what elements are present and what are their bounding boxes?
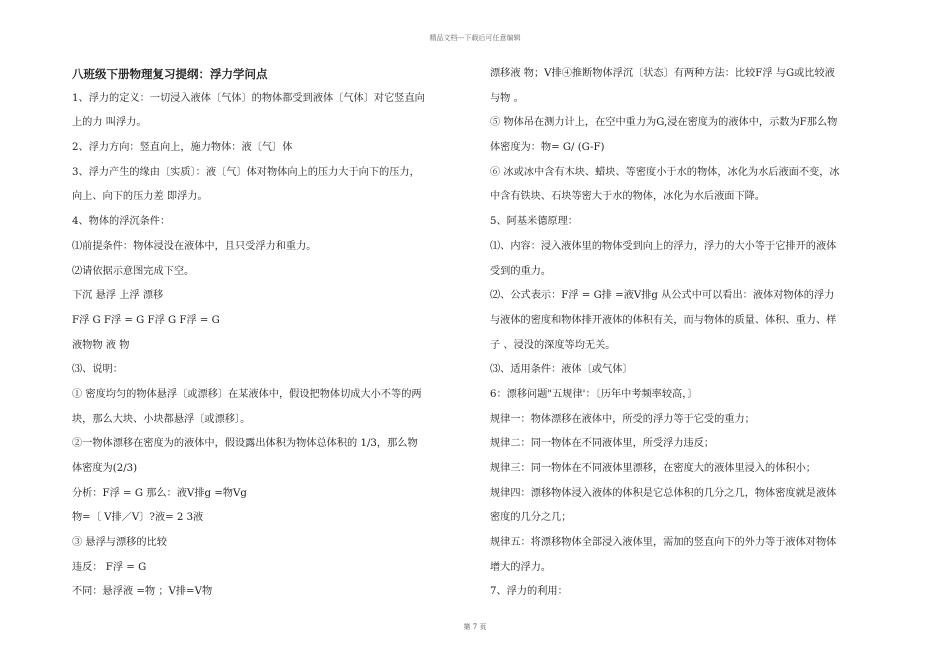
text-line: 规律四：漂移物体浸入液体的体积是它总体积的几分之几，物体密度就是液体 [490,487,837,499]
text-line: 违反： F浮 = G [72,561,147,573]
text-line: ⑵请依据示意图完成下空。 [72,265,195,277]
text-line: ① 密度均匀的物体悬浮〔或漂移〕在某液体中，假设把物体切成大小不等的两 [72,388,422,400]
right-column [490,62,882,605]
text-line: 下沉 悬浮 上浮 漂移 [72,290,164,302]
text-line: ⑴、内容：浸入液体里的物体受到向上的浮力，浮力的大小等于它排开的液体 [490,240,837,252]
text-line: 体密度为(2/3) [72,463,138,474]
text-line: 体密度为：物= G/ (G-F) [490,142,605,154]
text-line: 与液体的密度和物体排开液体的体积有关，而与物体的质量、体积、重力、样 [490,314,837,326]
text-line: 受到的重力。 [490,265,552,277]
text-line: ⑶、适用条件：液体〔或气体〕 [490,364,633,376]
text-line: 1、浮力的定义：一切浸入液体〔气体〕的物体都受到液体〔气体〕对它竖直向 [72,92,425,104]
text-line: 4、物体的浮沉条件： [72,216,171,228]
text-line: 漂移液 物；V排④推断物体浮沉〔状态〕有两种方法：比较F浮 与G或比较液 [490,68,835,79]
text-line: 向上、向下的压力差 即浮力。 [72,191,208,203]
text-line: 增大的浮力。 [490,561,552,573]
left-column [72,62,464,605]
text-line: 5、阿基米德原理： [490,216,578,228]
text-line: ②一物体漂移在密度为的液体中，假设露出体积为物体总体积的 1/3，那么物 [72,438,418,450]
text-line: 中含有铁块、石块等密大于水的物体，冰化为水后液面下降。 [490,191,766,203]
text-line: ⑥ 冰或冰中含有木块、蜡块、等密度小于水的物体，冰化为水后液面不变，冰 [490,166,840,178]
text-line: 与物 。 [490,92,524,104]
text-line: 7、浮力的利用： [490,586,568,598]
text-line: ⑶、说明： [72,364,123,376]
text-line: 液物物 液 物 [72,339,130,351]
text-line: F浮 G F浮 = G F浮 G F浮 = G [72,314,220,326]
text-line: 规律三：同一物体在不同液体里漂移，在密度大的液体里浸入的体积小； [490,463,816,474]
text-line: 分析：F浮 = G 那么：液V排g =物Vg [72,487,247,499]
text-line: 不同：悬浮液 =物 ；V排=V物 [72,586,213,598]
text-line: 块，那么大块、小块都悬浮〔或漂移〕。 [72,413,251,425]
text-line: 物=〔 V排／V〕?液= 2 3液 [72,512,204,524]
text-line: ⑤ 物体吊在测力计上，在空中重力为G,浸在密度为的液体中，示数为F那么物 [490,117,838,129]
text-line: 子 、浸没的深度等均无关。 [490,339,616,351]
page-header: 精品文档---下载后可任意编辑 [429,34,521,42]
text-line: 6：漂移问题"五规律'：〔历年中考频率较高，〕 [490,388,698,400]
text-line: ③ 悬浮与漂移的比较 [72,537,167,549]
text-line: 2、浮力方向：竖直向上，施力物体：液〔气〕体 [72,142,293,154]
text-line: 密度的几分之几； [490,512,572,524]
page-number: 第 7 页 [463,623,487,631]
text-line: 规律五：将漂移物体全部浸入液体里，需加的竖直向下的外力等于液体对物体 [490,537,837,549]
text-line: ⑵、公式表示：F浮 = G排 =液V排g 从公式中可以看出：液体对物体的浮力 [490,290,835,302]
text-line: 规律一：物体漂移在液体中，所受的浮力等于它受的重力； [490,413,755,425]
text-line: 3、浮力产生的缘由〔实质〕：液〔气〕体对物体向上的压力大于向下的压力， [72,166,420,178]
document-title: 八班级下册物理复习提纲：浮力学问点 [72,67,268,81]
text-line: 规律二：同一物体在不同液体里，所受浮力违反； [490,438,715,450]
text-line: 上的力 叫浮力。 [72,117,147,129]
text-line: ⑴前提条件：物体浸没在液体中，且只受浮力和重力。 [72,240,317,252]
